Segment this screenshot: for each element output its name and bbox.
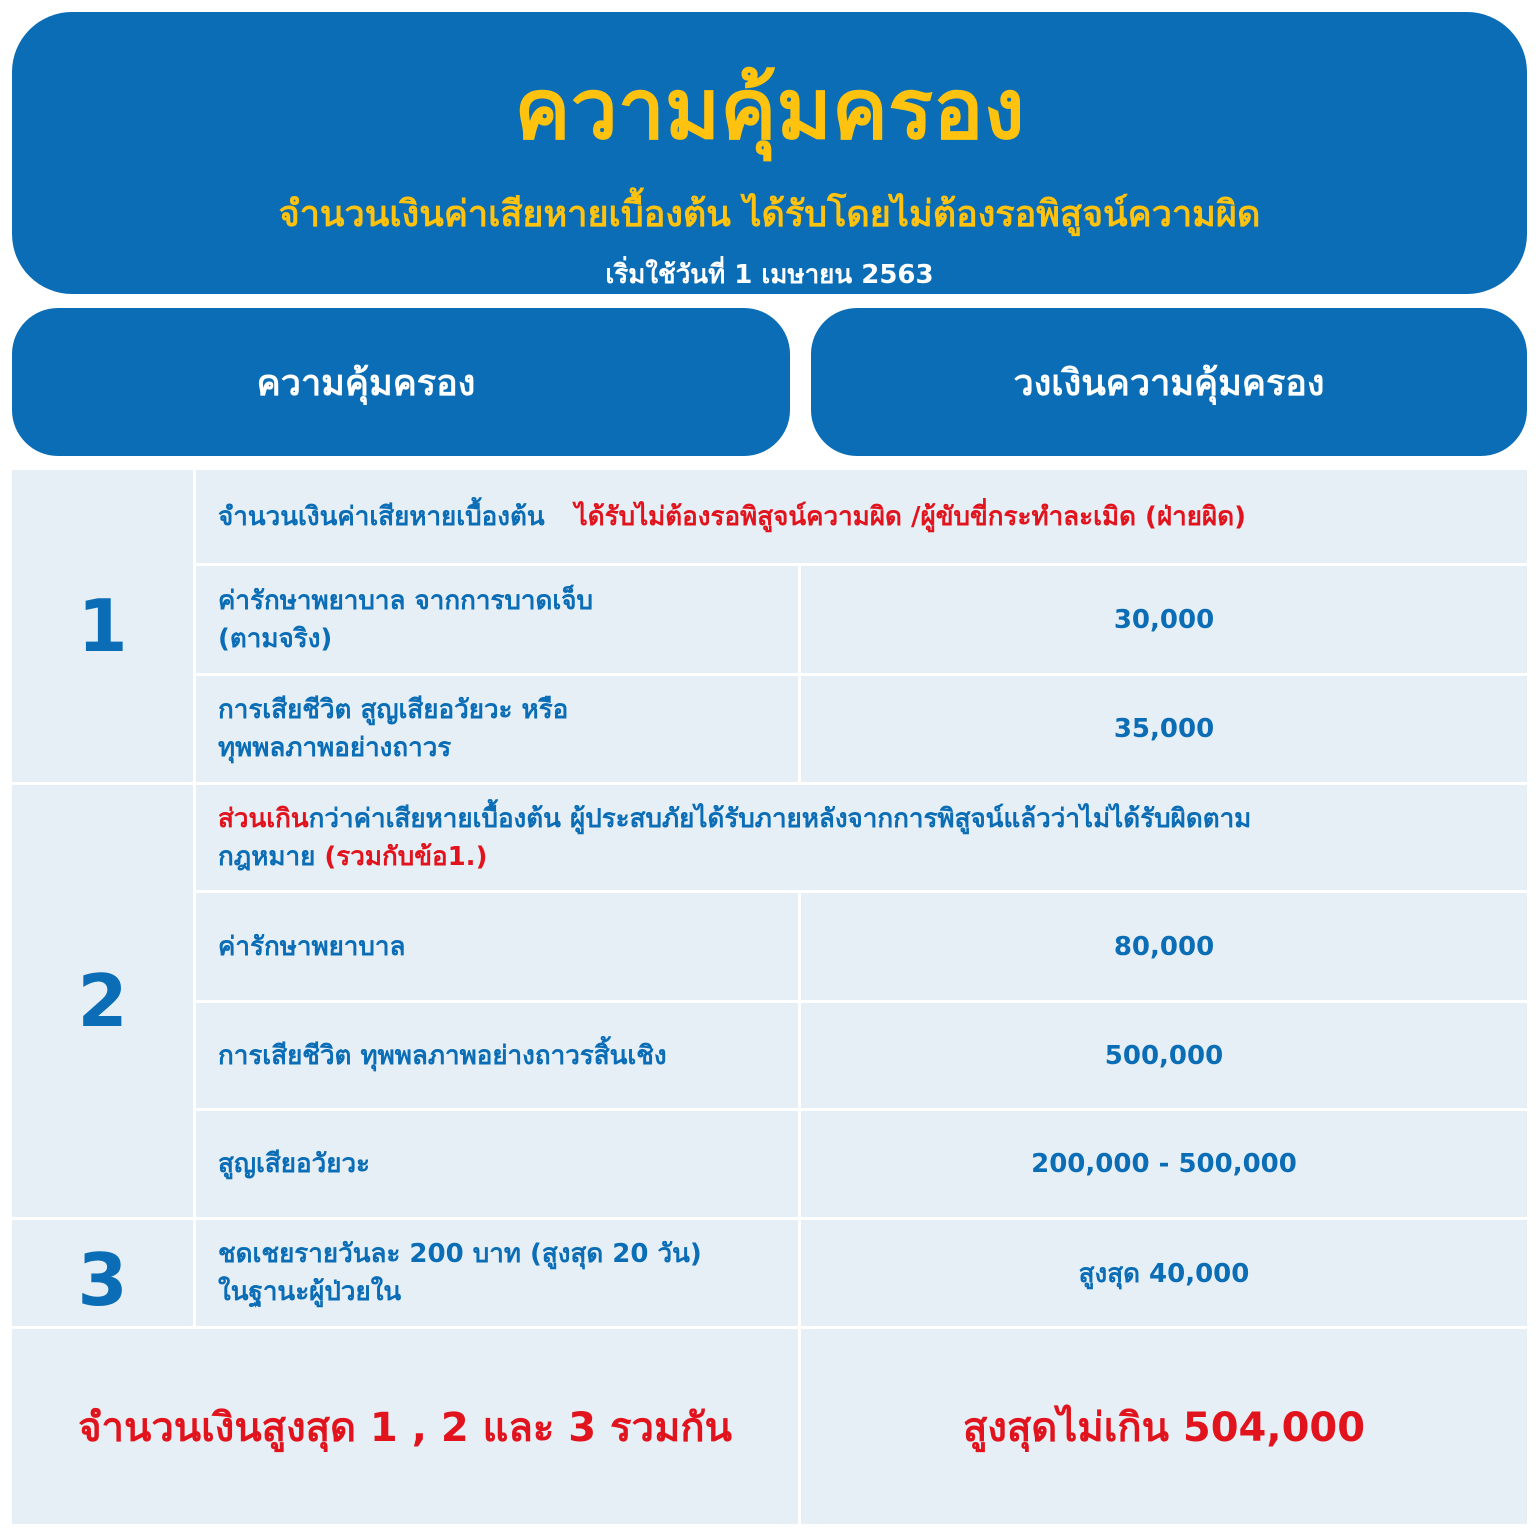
row-value: สูงสุด 40,000 bbox=[801, 1220, 1527, 1326]
section-1-heading bbox=[196, 470, 1527, 563]
table-row bbox=[196, 1220, 798, 1326]
row-value: 35,000 bbox=[801, 676, 1527, 782]
section-2-heading-line1 bbox=[218, 800, 1505, 838]
row-value: 200,000 - 500,000 bbox=[801, 1111, 1527, 1217]
total-label: จำนวนเงินสูงสุด 1 , 2 และ 3 รวมกัน bbox=[12, 1329, 798, 1524]
row-value: 80,000 bbox=[801, 893, 1527, 1000]
header-coverage bbox=[12, 308, 790, 456]
row-label-line2: (ตามจริง) bbox=[218, 623, 333, 654]
header-coverage-label: ความคุ้มครอง bbox=[256, 362, 476, 404]
row-value: 500,000 bbox=[801, 1003, 1527, 1108]
section-2-heading-blue2: กฎหมาย bbox=[218, 841, 325, 872]
row-label-line1: ชดเชยรายวันละ 200 บาท (สูงสุด 20 วัน) bbox=[218, 1239, 702, 1269]
section-1-heading-blue: จำนวนเงินค่าเสียหายเบื้องต้น bbox=[218, 501, 545, 532]
title-banner bbox=[12, 12, 1527, 294]
effective-date: เริ่มใช้วันที่ 1 เมษายน 2563 bbox=[605, 260, 934, 290]
section-1-heading-red: ได้รับไม่ต้องรอพิสูจน์ความผิด /ผู้ขับขี่กระทำละเมิด (ฝ่ายผิด) bbox=[574, 501, 1246, 532]
row-label-line1: ค่ารักษาพยาบาล จากการบาดเจ็บ bbox=[218, 585, 593, 616]
section-2-heading-line2 bbox=[218, 838, 1505, 876]
header-amount-label: วงเงินความคุ้มครอง bbox=[1013, 362, 1325, 404]
row-value: 30,000 bbox=[801, 566, 1527, 673]
row-label-line1: การเสียชีวิต สูญเสียอวัยวะ หรือ bbox=[218, 695, 569, 725]
banner-title: ความคุ้มครอง bbox=[514, 60, 1025, 158]
row-label: สูญเสียอวัยวะ bbox=[196, 1111, 798, 1217]
section-2-heading-red1: ส่วนเกิน bbox=[218, 803, 309, 834]
section-3-number: 3 bbox=[12, 1220, 193, 1326]
row-label: การเสียชีวิต ทุพพลภาพอย่างถาวรสิ้นเชิง bbox=[196, 1003, 798, 1108]
row-label: ค่ารักษาพยาบาล bbox=[196, 893, 798, 1000]
header-amount bbox=[811, 308, 1527, 456]
section-2-number: 2 bbox=[12, 785, 193, 1217]
table-row bbox=[196, 566, 798, 673]
table-row bbox=[196, 676, 798, 782]
section-2-heading-blue1: กว่าค่าเสียหายเบื้องต้น ผู้ประสบภัยได้รับภายหลังจากการพิสูจน์แล้วว่าไม่ได้รับผิดตาม bbox=[308, 803, 1252, 834]
section-1-number: 1 bbox=[12, 470, 193, 782]
total-value: สูงสุดไม่เกิน 504,000 bbox=[801, 1329, 1527, 1524]
banner-subtitle: จำนวนเงินค่าเสียหายเบื้องต้น ได้รับโดยไม่ต้องรอพิสูจน์ความผิด bbox=[278, 194, 1261, 235]
section-2-heading bbox=[196, 785, 1527, 890]
row-label-line2: ทุพพลภาพอย่างถาวร bbox=[218, 733, 452, 763]
row-label-line2: ในฐานะผู้ป่วยใน bbox=[218, 1277, 402, 1307]
section-2-heading-red2: (รวมกับข้อ1.) bbox=[324, 841, 488, 872]
